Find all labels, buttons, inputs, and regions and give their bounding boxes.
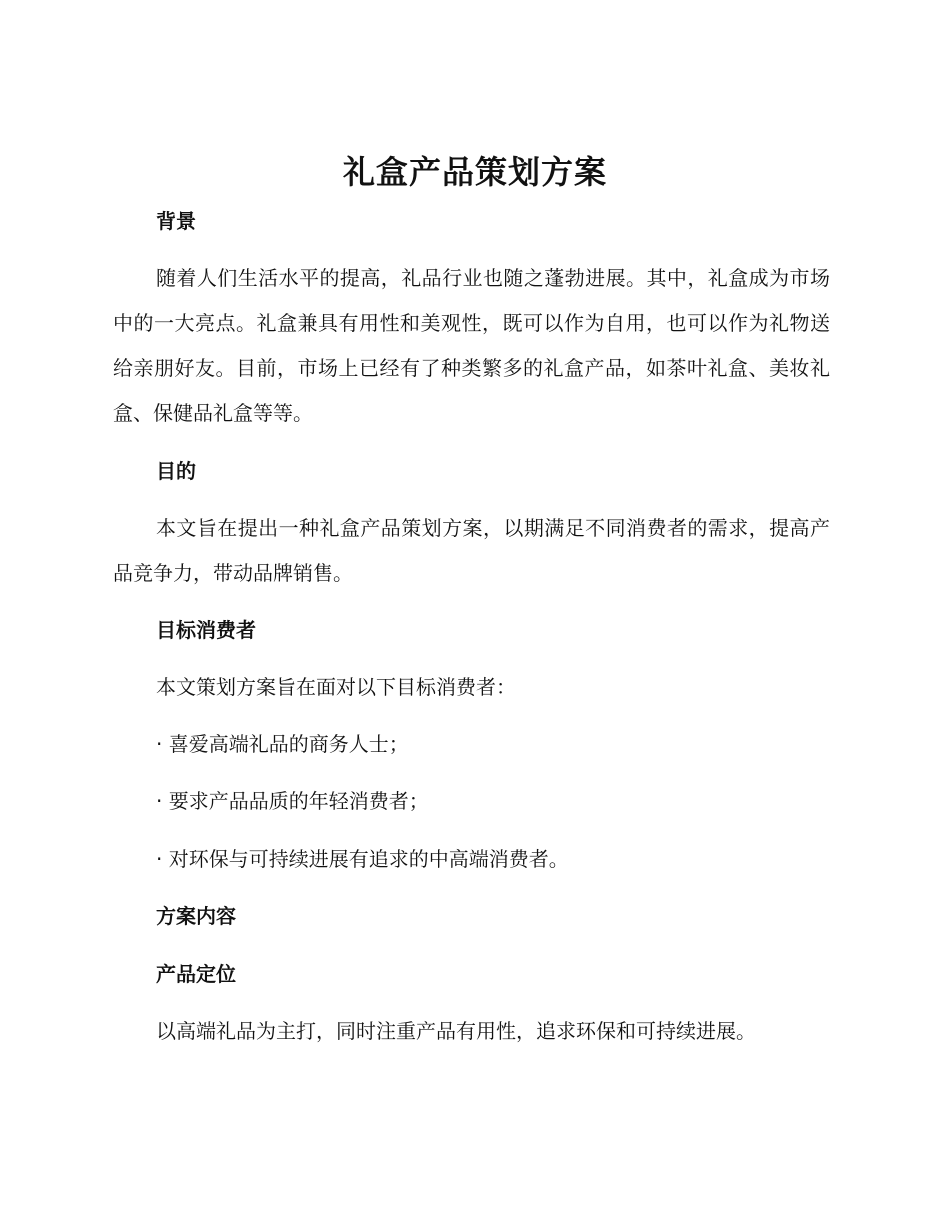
positioning-paragraph: 以高端礼品为主打，同时注重产品有用性，追求环保和可持续进展。 (156, 1019, 756, 1043)
document-title: 礼盒产品策划方案 (342, 153, 607, 191)
background-heading: 背景 (156, 209, 196, 233)
target-list-item: · 对环保与可持续进展有追求的中高端消费者。 (156, 847, 569, 871)
target-list-item: · 喜爱高端礼品的商务人士； (156, 732, 409, 756)
purpose-paragraph: 本文旨在提出一种礼盒产品策划方案，以期满足不同消费者的需求，提高产品竞争力，带动品牌销售。 (113, 516, 830, 585)
target-heading: 目标消费者 (156, 618, 256, 642)
target-list-item: · 要求产品品质的年轻消费者； (156, 789, 429, 813)
background-paragraph: 随着人们生活水平的提高，礼品行业也随之蓬勃进展。其中，礼盒成为市场中的一大亮点。礼盒兼具有用性和美观性，既可以作为自用，也可以作为礼物送给亲朋好友。目前，市场上已经有了种类繁多的礼盒产品，如茶叶礼盒、美妆礼盒、保健品礼盒等等。 (113, 266, 830, 425)
purpose-heading: 目的 (156, 459, 196, 483)
plan-heading: 方案内容 (156, 904, 236, 928)
target-intro: 本文策划方案旨在面对以下目标消费者： (156, 675, 516, 699)
positioning-heading: 产品定位 (156, 962, 236, 986)
